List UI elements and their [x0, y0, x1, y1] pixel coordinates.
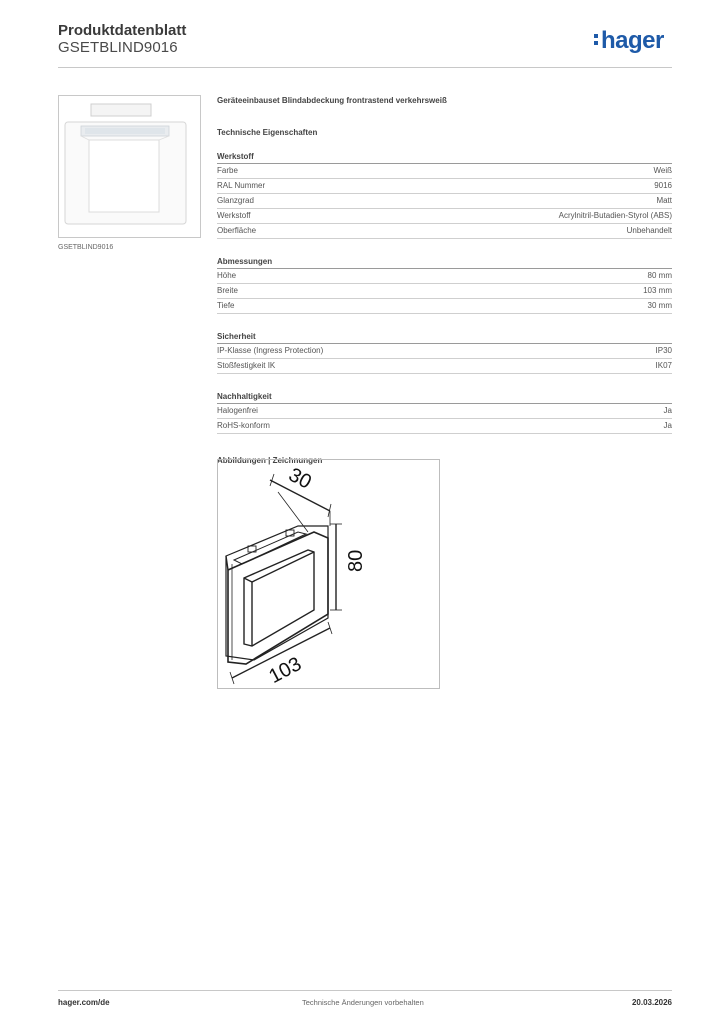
spec-label: Höhe [217, 271, 237, 280]
spec-value: Acrylnitril-Butadien-Styrol (ABS) [558, 211, 672, 220]
spec-label: Breite [217, 286, 238, 295]
depth-label: 30 [284, 463, 315, 494]
spec-value: 9016 [654, 181, 672, 190]
spec-row [217, 404, 672, 419]
drawings-heading: Abbildungen | Zeichnungen [217, 456, 323, 465]
spec-value: IK07 [655, 361, 672, 370]
spec-row [217, 299, 672, 314]
logo-text: hager [601, 27, 664, 54]
spec-label: RoHS-konform [217, 421, 270, 430]
article-number: GSETBLIND9016 [58, 39, 178, 56]
section-title: Nachhaltigkeit [217, 392, 672, 404]
spec-value: Ja [663, 406, 672, 415]
specifications-column [217, 96, 672, 465]
dimension-drawing-icon [218, 460, 439, 688]
spec-row [217, 164, 672, 179]
spec-label: Tiefe [217, 301, 235, 310]
spec-value: 103 mm [643, 286, 672, 295]
spec-value: Weiß [653, 166, 672, 175]
spec-label: Glanzgrad [217, 196, 254, 205]
spec-value: Matt [656, 196, 672, 205]
product-description: Geräteeinbauset Blindabdeckung frontrastend verkehrsweiß [217, 96, 447, 105]
spec-label: Halogenfrei [217, 406, 258, 415]
width-label: 103 [265, 652, 306, 688]
spec-value: Unbehandelt [626, 226, 672, 235]
thumbnail-caption: GSETBLIND9016 [58, 244, 114, 251]
footer-website-link[interactable]: hager.com/de [58, 998, 110, 1007]
page-title: Produktdatenblatt [58, 22, 187, 39]
spec-label: Farbe [217, 166, 238, 175]
height-label: 80 [345, 549, 367, 572]
spec-label: RAL Nummer [217, 181, 266, 190]
section-spacer [217, 374, 672, 382]
spec-sections [217, 152, 672, 442]
spec-row [217, 344, 672, 359]
spec-row [217, 179, 672, 194]
spec-row [217, 269, 672, 284]
header-divider [58, 67, 672, 68]
spec-label: Stoßfestigkeit IK [217, 361, 276, 370]
spec-value: 30 mm [647, 301, 672, 310]
spec-row [217, 194, 672, 209]
footer-note: Technische Änderungen vorbehalten [302, 998, 424, 1007]
spec-label: IP-Klasse (Ingress Protection) [217, 346, 324, 355]
section-title: Abmessungen [217, 257, 672, 269]
spec-value: Ja [663, 421, 672, 430]
footer-date: 20.03.2026 [631, 998, 672, 1007]
spec-label: Oberfläche [217, 226, 257, 235]
spec-row [217, 359, 672, 374]
tech-heading: Technische Eigenschaften [217, 128, 318, 137]
spec-label: Werkstoff [217, 211, 251, 220]
product-image-icon [59, 96, 200, 237]
spec-row [217, 209, 672, 224]
hager-logo [594, 27, 664, 55]
spec-value: IP30 [655, 346, 672, 355]
spec-row [217, 284, 672, 299]
section-title: Sicherheit [217, 332, 672, 344]
section-spacer [217, 239, 672, 247]
spec-row [217, 419, 672, 434]
section-title: Werkstoff [217, 152, 672, 164]
footer-divider [58, 990, 672, 991]
spec-value: 80 mm [647, 271, 672, 280]
logo-dots-icon [594, 34, 599, 48]
product-thumbnail [58, 95, 201, 238]
dimension-drawing [217, 459, 440, 689]
section-spacer [217, 434, 672, 442]
spec-row [217, 224, 672, 239]
section-spacer [217, 314, 672, 322]
